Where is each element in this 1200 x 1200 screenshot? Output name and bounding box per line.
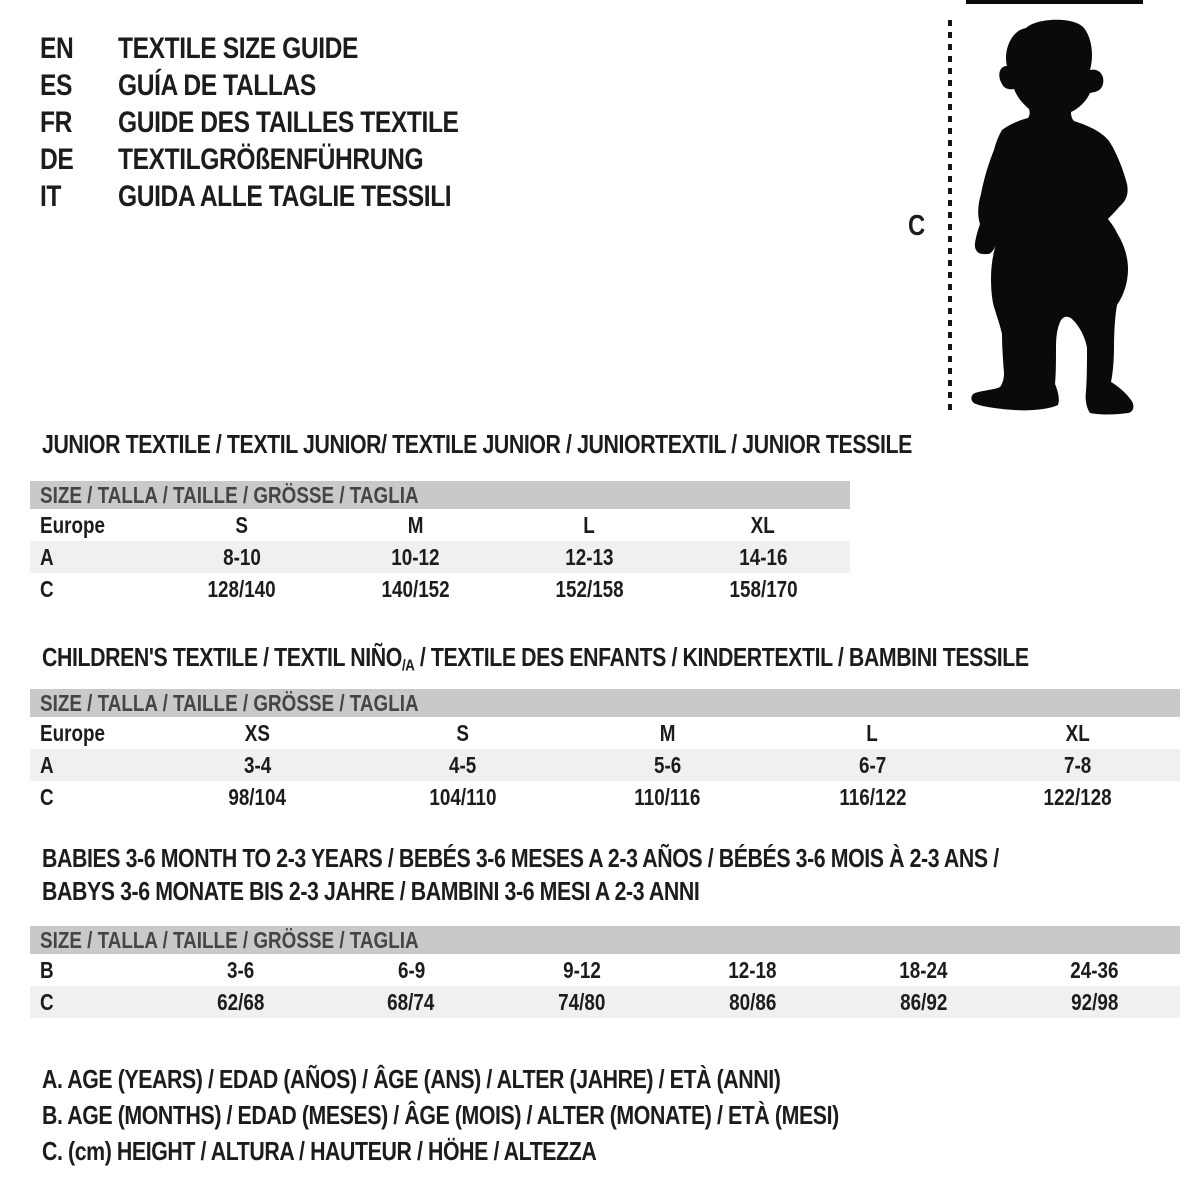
babies-section-heading-line2: BABYS 3-6 MONATE BIS 2-3 JAHRE / BAMBINI 3-6 MESI A 2-3 ANNI (42, 876, 700, 906)
footnote-line: A. AGE (YEARS) / EDAD (AÑOS) / ÂGE (ANS) / ALTER (JAHRE) / ETÀ (ANNI) (42, 1064, 781, 1094)
footnote-line: B. AGE (MONTHS) / EDAD (MESES) / ÂGE (MOIS) / ALTER (MONATE) / ETÀ (MESI) (42, 1100, 839, 1130)
row-label: A (40, 751, 54, 778)
table-cell: 9-12 (563, 956, 601, 983)
table-cell: 158/170 (729, 575, 798, 602)
table-cell: 86/92 (900, 988, 948, 1015)
table-cell: L (583, 511, 596, 538)
table-cell: XS (244, 719, 271, 746)
babies-size-table (30, 926, 1180, 1018)
table-row (30, 749, 1180, 781)
table-cell: L (866, 719, 879, 746)
table-cell: 12-18 (728, 956, 778, 983)
table-cell: 3-6 (226, 956, 255, 983)
table-cell: 80/86 (729, 988, 777, 1015)
table-cell: 10-12 (391, 543, 440, 570)
table-cell: 14-16 (738, 543, 788, 570)
junior-size-table (30, 481, 850, 605)
language-code: EN (40, 31, 74, 65)
table-row (30, 986, 1180, 1018)
language-row (40, 30, 533, 67)
table-row (30, 781, 1180, 813)
table-cell: 110/116 (634, 783, 701, 810)
table-cell: 18-24 (899, 956, 948, 983)
table-cell: XL (751, 511, 776, 538)
table-cell: 116/122 (838, 783, 907, 810)
cropped-image-edge (966, 0, 1143, 4)
language-row (40, 141, 533, 178)
table-cell: M (659, 719, 676, 746)
language-guide-title: GUIDA ALLE TAGLIE TESSILI (118, 179, 452, 213)
language-row (40, 67, 533, 104)
language-row (40, 178, 533, 215)
language-guide-title: GUIDE DES TAILLES TEXTILE (118, 105, 459, 139)
size-header-bar: SIZE / TALLA / TAILLE / GRÖSSE / TAGLIA (30, 481, 850, 509)
row-label: B (40, 956, 54, 983)
table-row (30, 573, 850, 605)
junior-section-heading: JUNIOR TEXTILE / TEXTIL JUNIOR/ TEXTILE JUNIOR / JUNIORTEXTIL / JUNIOR TESSILE (42, 429, 912, 459)
table-cell: 122/128 (1043, 783, 1112, 810)
table-cell: 128/140 (207, 575, 276, 602)
table-cell: 74/80 (558, 988, 606, 1015)
table-cell: 152/158 (555, 575, 624, 602)
table-cell: 104/110 (428, 783, 497, 810)
language-title-list (40, 30, 533, 215)
toddler-silhouette-icon (966, 14, 1140, 416)
size-header-bar: SIZE / TALLA / TAILLE / GRÖSSE / TAGLIA (30, 926, 1180, 954)
row-label: C (40, 783, 54, 810)
table-row (30, 717, 1180, 749)
language-code: FR (40, 105, 72, 139)
row-label: A (40, 543, 54, 570)
children-section-heading: CHILDREN'S TEXTILE / TEXTIL NIÑO/A / TEXTILE DES ENFANTS / KINDERTEXTIL / BAMBINI TESSILE (42, 642, 1029, 675)
language-code: ES (40, 68, 73, 102)
language-code: DE (40, 142, 74, 176)
table-cell: 7-8 (1063, 751, 1092, 778)
table-cell: 62/68 (216, 988, 265, 1015)
table-cell: 24-36 (1070, 956, 1119, 983)
table-cell: 68/74 (387, 988, 435, 1015)
footnote-legend (42, 1064, 1014, 1172)
table-cell: 140/152 (381, 575, 450, 602)
language-guide-title: GUÍA DE TALLAS (118, 68, 316, 102)
table-row (30, 509, 850, 541)
table-row (30, 541, 850, 573)
table-cell: S (456, 719, 469, 746)
table-cell: 3-4 (243, 751, 272, 778)
table-cell: M (407, 511, 424, 538)
table-cell: 98/104 (228, 783, 287, 810)
language-guide-title: TEXTILE SIZE GUIDE (118, 31, 359, 65)
table-row (30, 954, 1180, 986)
table-cell: 92/98 (1070, 988, 1119, 1015)
size-header-bar: SIZE / TALLA / TAILLE / GRÖSSE / TAGLIA (30, 689, 1180, 717)
table-cell: 5-6 (653, 751, 682, 778)
height-measure-dashed-line (948, 20, 952, 416)
height-measure-label: C (908, 210, 926, 242)
row-label: C (40, 988, 54, 1015)
row-label: C (40, 575, 54, 602)
table-cell: 12-13 (565, 543, 614, 570)
footnote-line: C. (cm) HEIGHT / ALTURA / HAUTEUR / HÖHE / ALTEZZA (42, 1136, 597, 1166)
row-label: Europe (40, 511, 105, 538)
babies-section-heading-line1: BABIES 3-6 MONTH TO 2-3 YEARS / BEBÉS 3-6 MESES A 2-3 AÑOS / BÉBÉS 3-6 MOIS À 2-3 ANS / (42, 843, 999, 873)
table-cell: 6-7 (858, 751, 887, 778)
children-size-table (30, 689, 1180, 813)
language-row (40, 104, 533, 141)
table-cell: S (235, 511, 249, 538)
table-cell: 4-5 (448, 751, 477, 778)
language-code: IT (40, 179, 62, 213)
language-guide-title: TEXTILGRÖßENFÜHRUNG (118, 142, 424, 176)
row-label: Europe (40, 719, 105, 746)
table-cell: 8-10 (222, 543, 261, 570)
table-cell: XL (1065, 719, 1090, 746)
table-cell: 6-9 (397, 956, 425, 983)
